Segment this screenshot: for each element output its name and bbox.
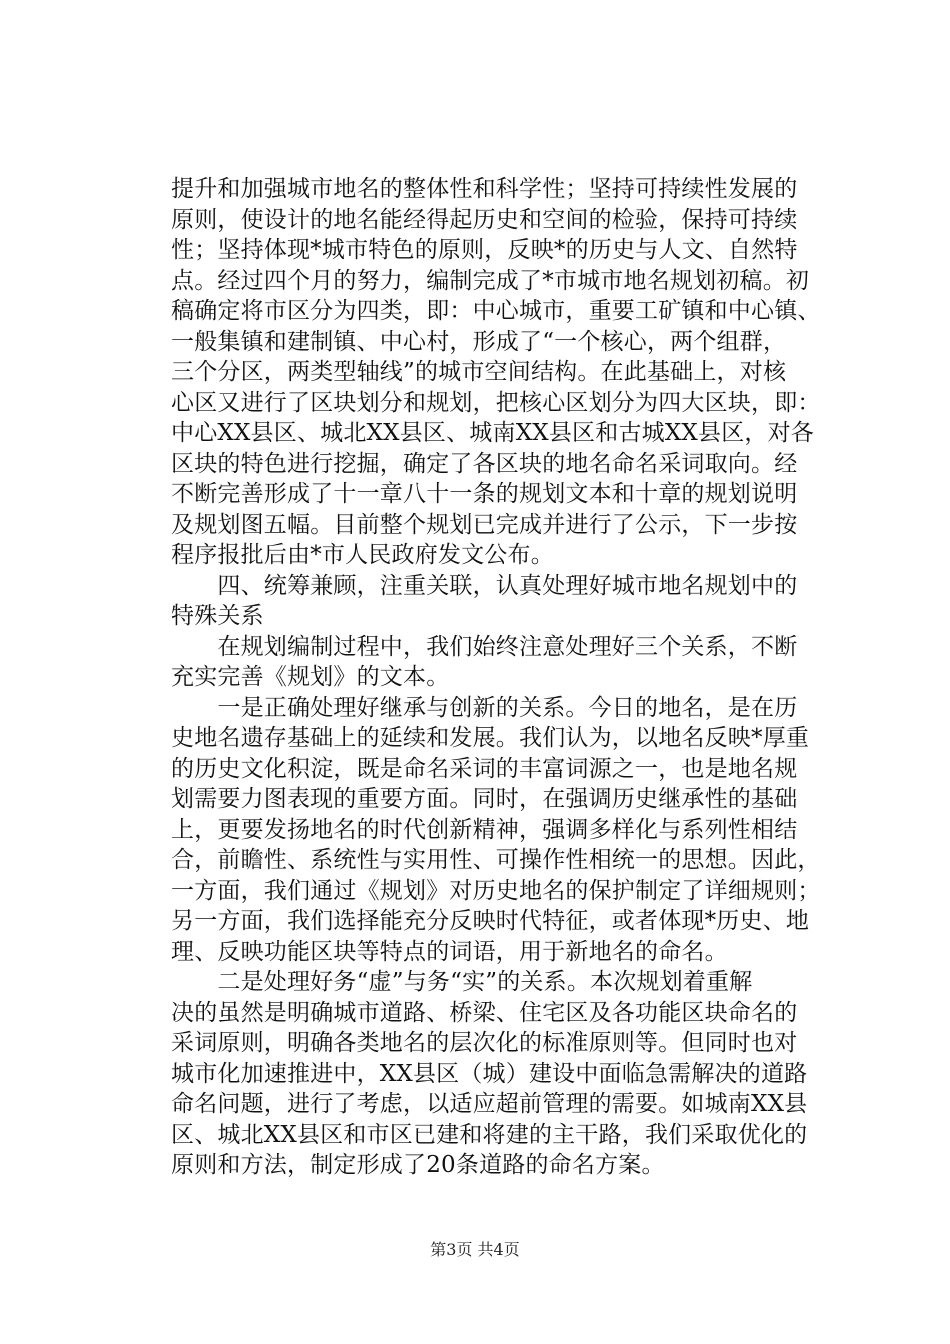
text-line: 上，更要发扬地名的时代创新精神，强调多样化与系列性相结 — [171, 816, 798, 843]
text-line: 心区又进行了区块划分和规划，把核心区划分为四大区块，即： — [171, 389, 821, 416]
text-line: 点。经过四个月的努力，编制完成了*市城市地名规划初稿。初 — [171, 267, 810, 294]
text-line: 命名问题，进行了考虑，以适应超前管理的需要。如城南XX县 — [171, 1091, 808, 1117]
text-line: 合，前瞻性、系统性与实用性、可操作性相统一的思想。因此， — [171, 847, 821, 873]
text-line: 四、统筹兼顾，注重关联，认真处理好城市地名规划中的 — [171, 572, 798, 599]
text-line: 特殊关系 — [171, 603, 264, 629]
text-line: 三个分区，两类型轴线”的城市空间结构。在此基础上，对核 — [171, 359, 787, 385]
text-line: 城市化加速推进中，XX县区（城）建设中面临急需解决的道路 — [171, 1060, 808, 1087]
text-line: 性；坚持体现*城市特色的原则，反映*的历史与人文、自然特 — [171, 237, 798, 263]
text-line: 理、反映功能区块等特点的词语，用于新地名的命名。 — [171, 938, 728, 965]
text-line: 充实完善《规划》的文本。 — [171, 664, 450, 690]
text-line: 二是处理好务“虚”与务“实”的关系。本次规划着重解 — [171, 969, 753, 995]
text-line: 史地名遗存基础上的延续和发展。我们认为，以地名反映*厚重 — [171, 725, 810, 751]
text-line: 程序报批后由*市人民政府发文公布。 — [171, 542, 554, 568]
text-line: 及规划图五幅。目前整个规划已完成并进行了公示，下一步按 — [171, 511, 798, 538]
text-line: 决的虽然是明确城市道路、桥梁、住宅区及各功能区块命名的 — [171, 999, 798, 1026]
text-line: 的历史文化积淀，既是命名采词的丰富词源之一，也是地名规 — [171, 755, 798, 782]
page-footer: 第3页 共4页 — [430, 1240, 520, 1259]
text-line: 采词原则，明确各类地名的层次化的标准原则等。但同时也对 — [171, 1030, 798, 1056]
text-line: 在规划编制过程中，我们始终注意处理好三个关系，不断 — [171, 633, 798, 660]
text-line: 稿确定将市区分为四类，即：中心城市，重要工矿镇和中心镇、 — [171, 298, 821, 324]
text-line: 划需要力图表现的重要方面。同时，在强调历史继承性的基础 — [171, 786, 798, 812]
document-body — [171, 174, 821, 1181]
text-line: 中心XX县区、城北XX县区、城南XX县区和古城XX县区，对各 — [171, 420, 814, 446]
text-line: 一般集镇和建制镇、中心村，形成了“一个核心，两个组群， — [171, 328, 787, 355]
text-line: 一方面，我们通过《规划》对历史地名的保护制定了详细规则； — [171, 877, 821, 904]
text-line: 另一方面，我们选择能充分反映时代特征，或者体现*历史、地 — [171, 908, 810, 934]
text-line: 原则和方法，制定形成了20条道路的命名方案。 — [171, 1152, 665, 1178]
text-line: 原则，使设计的地名能经得起历史和空间的检验，保持可持续 — [171, 206, 798, 233]
text-line: 不断完善形成了十一章八十一条的规划文本和十章的规划说明 — [171, 481, 798, 507]
text-line: 提升和加强城市地名的整体性和科学性；坚持可持续性发展的 — [171, 176, 798, 202]
text-line: 区块的特色进行挖掘，确定了各区块的地名命名采词取向。经 — [171, 450, 798, 477]
text-line: 一是正确处理好继承与创新的关系。今日的地名，是在历 — [171, 694, 798, 721]
text-line: 区、城北XX县区和市区已建和将建的主干路，我们采取优化的 — [171, 1121, 808, 1148]
